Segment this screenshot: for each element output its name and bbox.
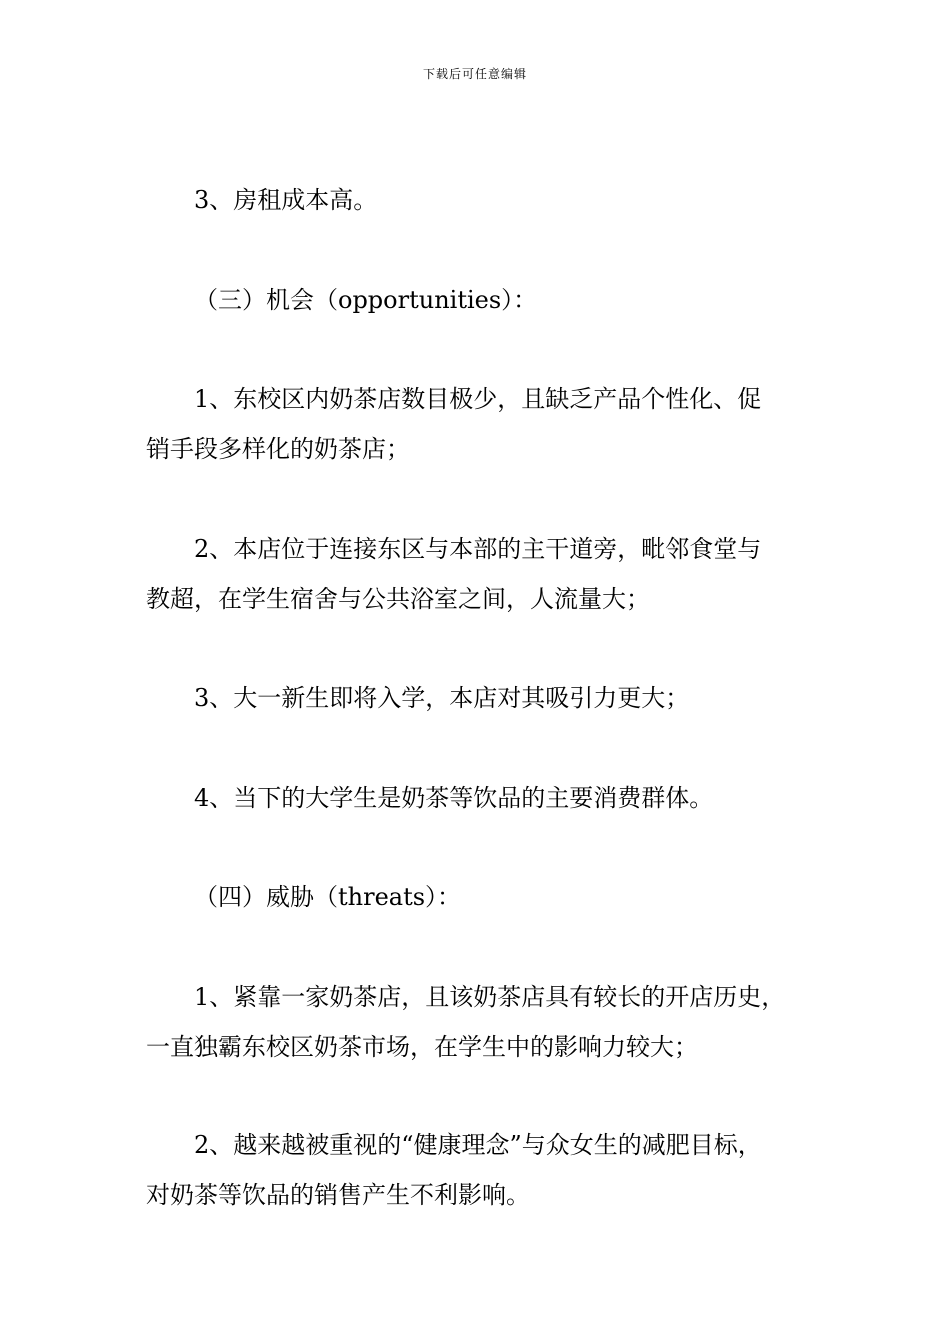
paragraph-opportunity-3 (146, 673, 826, 723)
paragraph-line: 3、房租成本高。 (194, 186, 378, 214)
paragraph-line: 对奶茶等饮品的销售产生不利影响。 (146, 1181, 530, 1209)
paragraph-line: 2、本店位于连接东区与本部的主干道旁，毗邻食堂与 (194, 535, 762, 563)
paragraph-line: 1、紧靠一家奶茶店，且该奶茶店具有较长的开店历史， (194, 983, 786, 1011)
paragraph-line: 1、东校区内奶茶店数目极少，且缺乏产品个性化、促 (194, 385, 762, 413)
heading-opportunities (146, 275, 826, 325)
heading-threats (146, 872, 826, 922)
paragraph-rent-cost (146, 175, 826, 225)
paragraph-line: 4、当下的大学生是奶茶等饮品的主要消费群体。 (194, 784, 714, 812)
paragraph-threat-2 (146, 1120, 826, 1220)
paragraph-opportunity-4 (146, 773, 826, 823)
paragraph-opportunity-1 (146, 374, 826, 474)
paragraph-line: 2、越来越被重视的“健康理念”与众女生的减肥目标， (194, 1131, 762, 1159)
page-header-note: 下载后可任意编辑 (422, 67, 527, 81)
paragraph-line: 销手段多样化的奶茶店； (146, 435, 410, 463)
paragraph-line: 3、大一新生即将入学，本店对其吸引力更大； (194, 684, 690, 712)
paragraph-threat-1 (146, 972, 826, 1072)
paragraph-line: 教超，在学生宿舍与公共浴室之间，人流量大； (146, 585, 650, 613)
section-heading: （三）机会（opportunities）： (194, 286, 538, 314)
section-heading: （四）威胁（threats）： (194, 883, 462, 911)
paragraph-line: 一直独霸东校区奶茶市场，在学生中的影响力较大； (146, 1033, 698, 1061)
paragraph-opportunity-2 (146, 524, 826, 624)
